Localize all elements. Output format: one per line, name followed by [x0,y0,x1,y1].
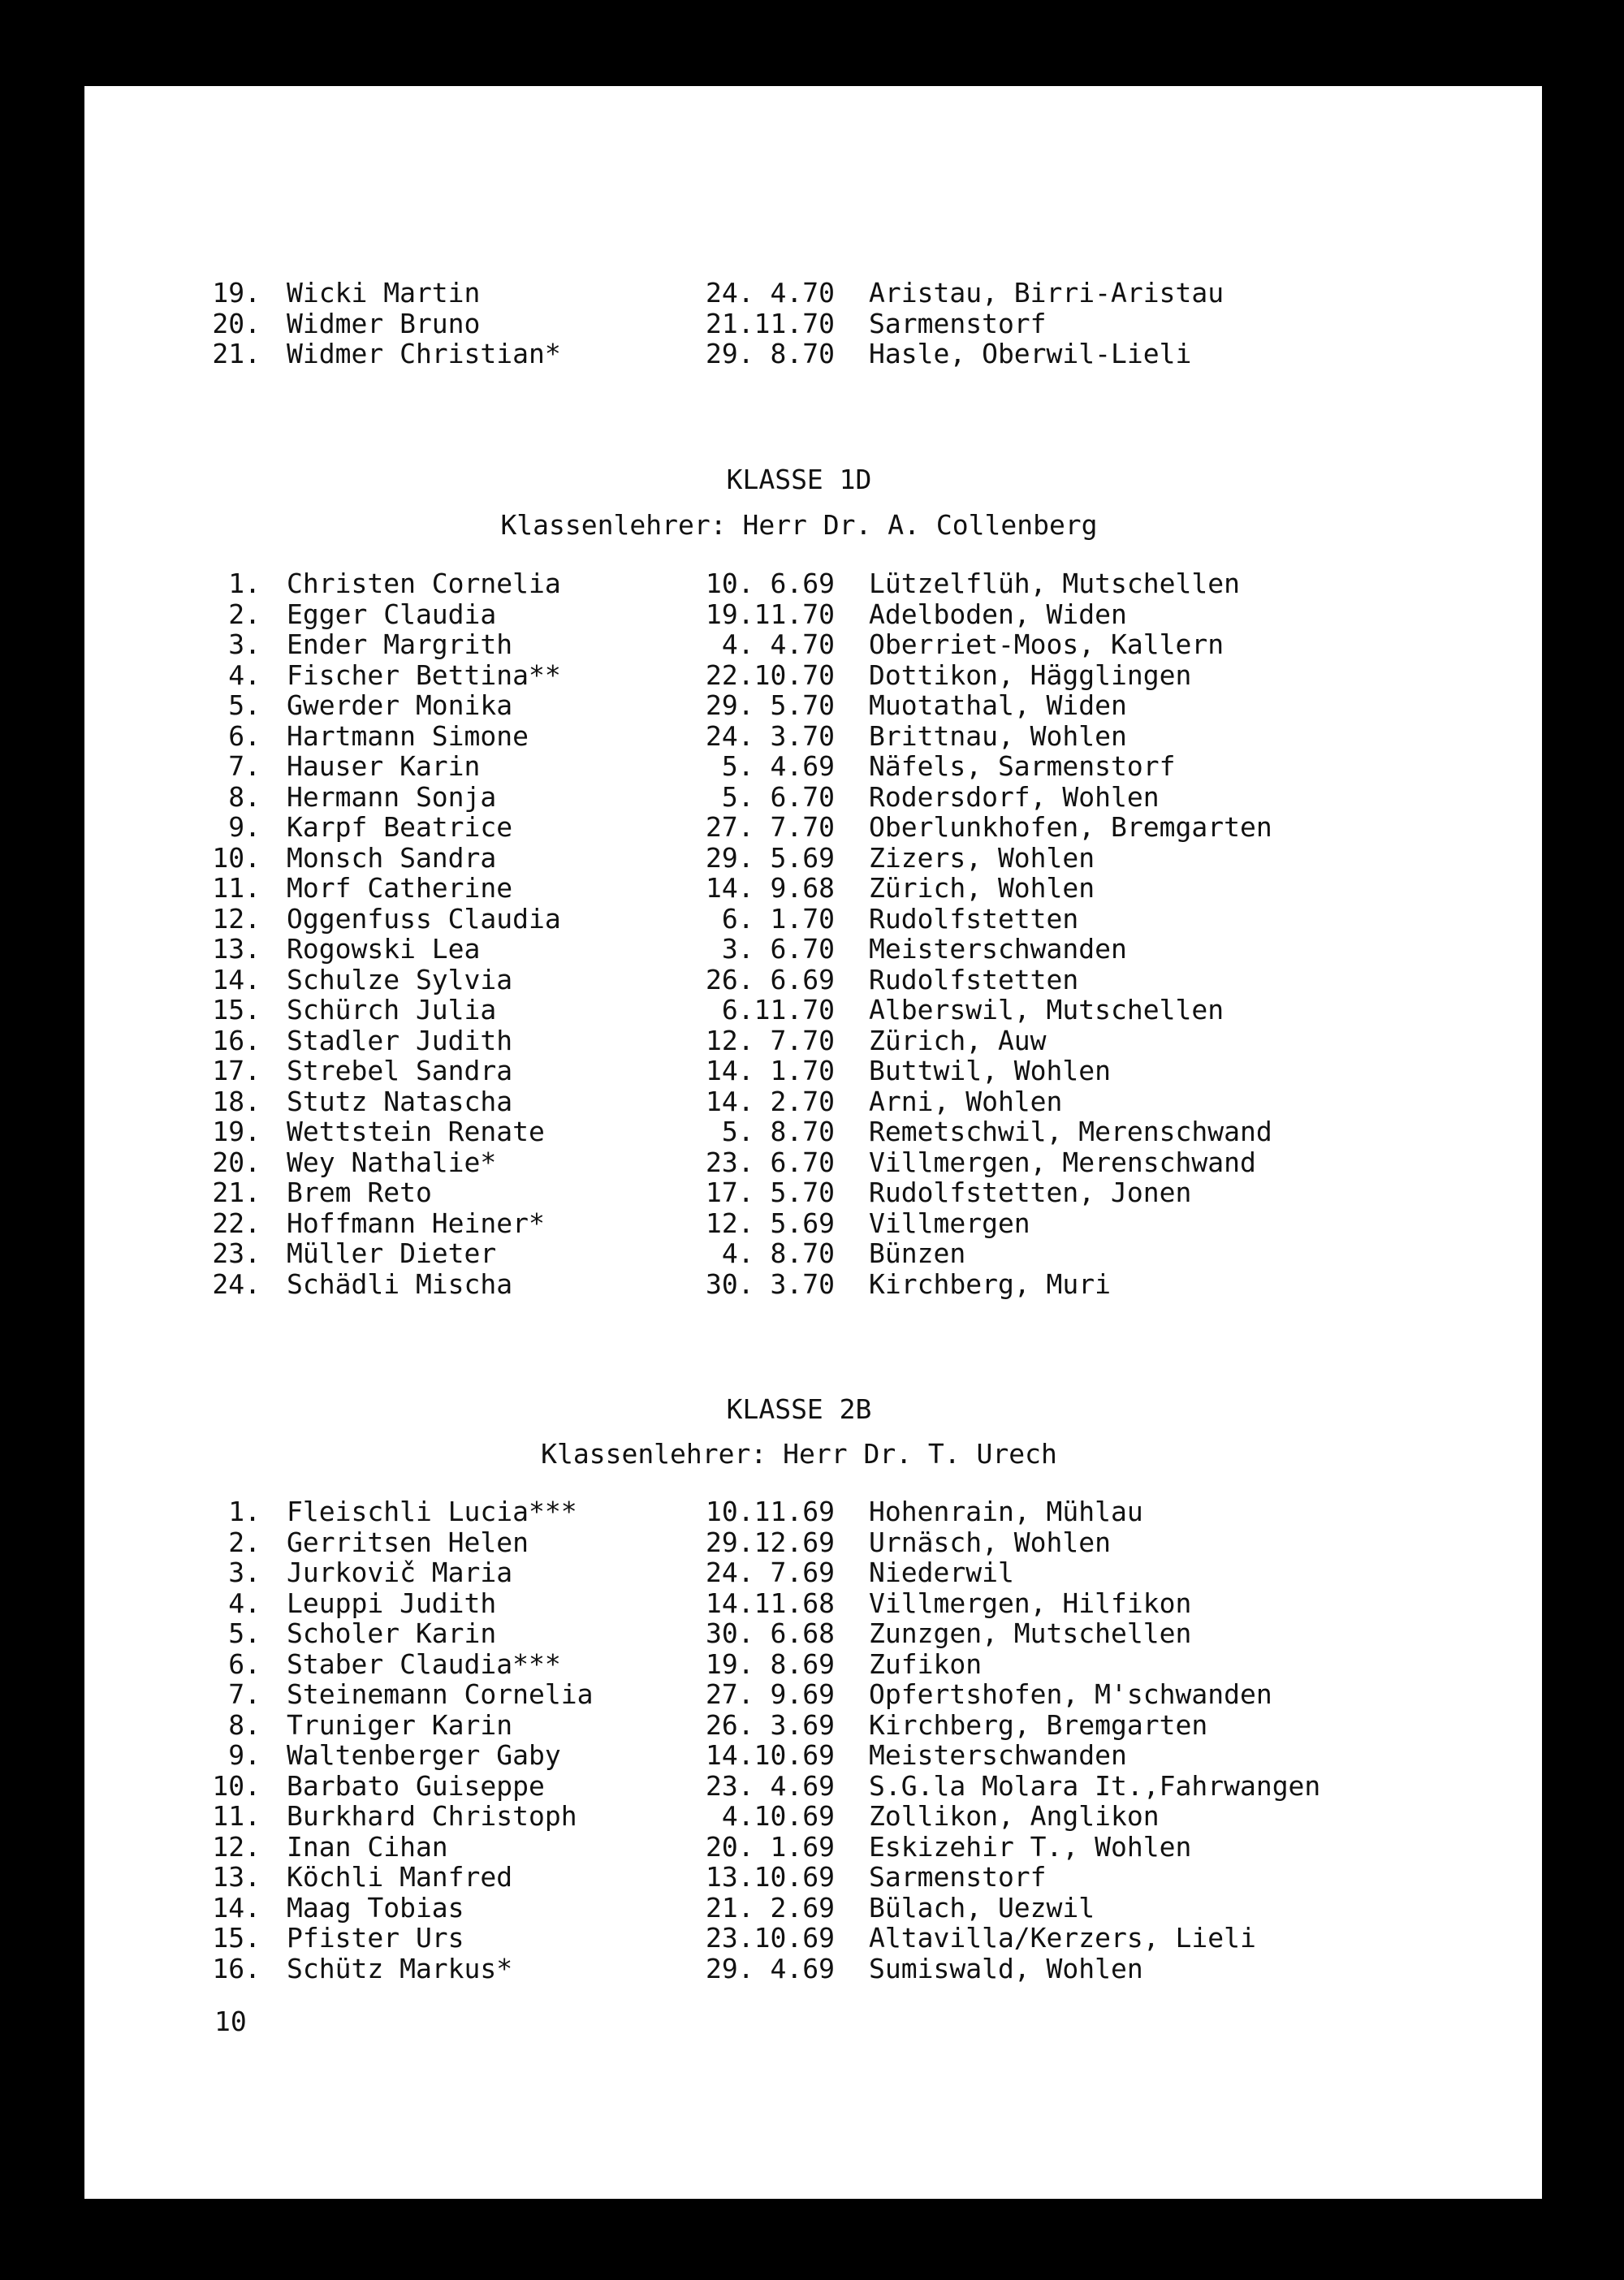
places: Brittnau, Wohlen [869,719,1127,752]
entry-number: 12. [212,1830,261,1863]
entry-number: 14. [212,963,261,995]
birth-date: 10.11.69 [706,1496,835,1527]
student-name: Müller Dieter [287,1237,497,1269]
places: Lützelflüh, Mutschellen [869,568,1240,599]
places: Bülach, Uezwil [869,1891,1095,1924]
birth-date: 29. 5.69 [706,841,835,874]
birth-date: 14. 1.70 [706,1055,835,1086]
student-name: Wey Nathalie* [287,1146,497,1178]
birth-date: 4.10.69 [721,1800,835,1832]
student-name: Köchli Manfred [287,1861,513,1893]
places: Hasle, Oberwil-Lieli [869,338,1192,369]
student-name: Pfister Urs [287,1922,464,1954]
entry-number: 8. [228,780,261,813]
entry-number: 7. [228,750,261,782]
entry-number: 21. [212,1177,261,1208]
birth-date: 6.11.70 [721,994,835,1026]
birth-date: 5. 4.69 [721,750,835,782]
student-name: Inan Cihan [287,1830,448,1863]
places: Villmergen, Merenschwand [869,1146,1256,1178]
places: Zizers, Wohlen [869,841,1095,874]
places: Urnäsch, Wohlen [869,1526,1112,1558]
places: Zürich, Auw [869,1024,1047,1056]
entry-number: 20. [212,307,261,339]
places: Hohenrain, Mühlau [869,1496,1143,1527]
entry-number: 11. [212,1800,261,1832]
birth-date: 19.11.70 [706,598,835,630]
birth-date: 27. 9.69 [706,1678,835,1710]
entry-number: 16. [212,1952,261,1984]
places: Rudolfstetten [869,963,1079,995]
entry-number: 8. [228,1708,261,1741]
student-name: Rogowski Lea [287,933,481,965]
birth-date: 23.10.69 [706,1922,835,1954]
entry-number: 13. [212,933,261,965]
class-1d-title: KLASSE 1D [726,464,872,495]
entry-number: 18. [212,1085,261,1117]
places: Bünzen [869,1237,966,1269]
student-name: Hartmann Simone [287,719,529,752]
places: Zunzgen, Mutschellen [869,1617,1192,1649]
birth-date: 20. 1.69 [706,1830,835,1863]
birth-date: 4. 4.70 [721,628,835,660]
birth-date: 29. 4.69 [706,1952,835,1984]
places: Sumiswald, Wohlen [869,1952,1143,1984]
places: Zufikon [869,1647,983,1680]
student-name: Burkhard Christoph [287,1800,577,1832]
places: Meisterschwanden [869,1739,1127,1771]
student-name: Karpf Beatrice [287,811,513,843]
student-name: Waltenberger Gaby [287,1739,561,1771]
entry-number: 6. [228,719,261,752]
student-name: Morf Catherine [287,872,513,904]
birth-date: 29. 8.70 [706,338,835,369]
places: Opfertshofen, M'schwanden [869,1678,1272,1710]
places: Dottikon, Hägglingen [869,659,1192,691]
class-2b-teacher: Klassenlehrer: Herr Dr. T. Urech [541,1438,1057,1470]
student-name: Fischer Bettina** [287,659,561,691]
entry-number: 12. [212,902,261,935]
entry-number: 9. [228,811,261,843]
student-name: Schädli Mischa [287,1267,513,1300]
birth-date: 10. 6.69 [706,568,835,599]
places: Zollikon, Anglikon [869,1800,1160,1832]
birth-date: 29.12.69 [706,1526,835,1558]
places: Villmergen [869,1207,1030,1239]
birth-date: 14. 2.70 [706,1085,835,1117]
birth-date: 29. 5.70 [706,689,835,721]
birth-date: 23. 4.69 [706,1769,835,1802]
student-name: Jurkovič Maria [287,1557,513,1588]
places: Sarmenstorf [869,1861,1047,1893]
places: Rudolfstetten [869,902,1079,935]
student-name: Widmer Bruno [287,307,481,339]
places: Zürich, Wohlen [869,872,1095,904]
birth-date: 26. 3.69 [706,1708,835,1741]
birth-date: 21. 2.69 [706,1891,835,1924]
birth-date: 14. 9.68 [706,872,835,904]
student-name: Strebel Sandra [287,1055,513,1086]
places: Rudolfstetten, Jonen [869,1177,1192,1208]
entry-number: 1. [228,568,261,599]
entry-number: 1. [228,1496,261,1527]
places: Alberswil, Mutschellen [869,994,1224,1026]
entry-number: 3. [228,1557,261,1588]
places: Oberriet-Moos, Kallern [869,628,1224,660]
entry-number: 6. [228,1647,261,1680]
entry-number: 15. [212,1922,261,1954]
birth-date: 17. 5.70 [706,1177,835,1208]
places: Meisterschwanden [869,933,1127,965]
entry-number: 7. [228,1678,261,1710]
student-name: Egger Claudia [287,598,497,630]
student-name: Widmer Christian* [287,338,561,369]
entry-number: 24. [212,1267,261,1300]
birth-date: 14.11.68 [706,1587,835,1619]
entry-number: 9. [228,1739,261,1771]
student-name: Oggenfuss Claudia [287,902,561,935]
student-name: Wicki Martin [287,277,481,309]
student-name: Stutz Natascha [287,1085,513,1117]
student-name: Schütz Markus* [287,1952,513,1984]
entry-number: 22. [212,1207,261,1239]
student-name: Gerritsen Helen [287,1526,529,1558]
student-name: Fleischli Lucia*** [287,1496,577,1527]
places: Buttwil, Wohlen [869,1055,1112,1086]
birth-date: 21.11.70 [706,307,835,339]
entry-number: 5. [228,1617,261,1649]
birth-date: 30. 6.68 [706,1617,835,1649]
places: Kirchberg, Muri [869,1267,1112,1300]
student-name: Barbato Guiseppe [287,1769,545,1802]
birth-date: 5. 6.70 [721,780,835,813]
entry-number: 10. [212,1769,261,1802]
student-name: Brem Reto [287,1177,432,1208]
entry-number: 17. [212,1055,261,1086]
entry-number: 2. [228,598,261,630]
birth-date: 22.10.70 [706,659,835,691]
places: Arni, Wohlen [869,1085,1063,1117]
entry-number: 11. [212,872,261,904]
places: Villmergen, Hilfikon [869,1587,1192,1619]
class-2b-title: KLASSE 2B [726,1393,872,1425]
birth-date: 23. 6.70 [706,1146,835,1178]
student-name: Ender Margrith [287,628,513,660]
places: Altavilla/Kerzers, Lieli [869,1922,1256,1954]
birth-date: 27. 7.70 [706,811,835,843]
places: Eskizehir T., Wohlen [869,1830,1192,1863]
student-name: Schulze Sylvia [287,963,513,995]
places: Adelboden, Widen [869,598,1127,630]
birth-date: 5. 8.70 [721,1116,835,1147]
places: Kirchberg, Bremgarten [869,1708,1208,1741]
entry-number: 21. [212,338,261,369]
birth-date: 12. 7.70 [706,1024,835,1056]
entry-number: 13. [212,1861,261,1893]
places: Näfels, Sarmenstorf [869,750,1176,782]
birth-date: 24. 7.69 [706,1557,835,1588]
places: Muotathal, Widen [869,689,1127,721]
entry-number: 10. [212,841,261,874]
places: Remetschwil, Merenschwand [869,1116,1272,1147]
entry-number: 19. [212,277,261,309]
birth-date: 30. 3.70 [706,1267,835,1300]
birth-date: 24. 3.70 [706,719,835,752]
entry-number: 4. [228,659,261,691]
student-name: Maag Tobias [287,1891,464,1924]
student-name: Wettstein Renate [287,1116,545,1147]
student-name: Truniger Karin [287,1708,513,1741]
birth-date: 14.10.69 [706,1739,835,1771]
student-name: Leuppi Judith [287,1587,497,1619]
page-number: 10 [214,2006,247,2037]
entry-number: 2. [228,1526,261,1558]
entry-number: 19. [212,1116,261,1147]
entry-number: 5. [228,689,261,721]
student-name: Hoffmann Heiner* [287,1207,545,1239]
birth-date: 6. 1.70 [721,902,835,935]
entry-number: 20. [212,1146,261,1178]
birth-date: 19. 8.69 [706,1647,835,1680]
birth-date: 26. 6.69 [706,963,835,995]
student-name: Staber Claudia*** [287,1647,561,1680]
entry-number: 23. [212,1237,261,1269]
entry-number: 4. [228,1587,261,1619]
places: Oberlunkhofen, Bremgarten [869,811,1272,843]
document-page [84,86,1542,2199]
student-name: Hermann Sonja [287,780,497,813]
entry-number: 16. [212,1024,261,1056]
entry-number: 3. [228,628,261,660]
student-name: Monsch Sandra [287,841,497,874]
student-name: Hauser Karin [287,750,481,782]
birth-date: 12. 5.69 [706,1207,835,1239]
places: Aristau, Birri-Aristau [869,277,1224,309]
student-name: Scholer Karin [287,1617,497,1649]
class-list-document [84,86,1542,2199]
birth-date: 24. 4.70 [706,277,835,309]
student-name: Stadler Judith [287,1024,513,1056]
birth-date: 13.10.69 [706,1861,835,1893]
birth-date: 4. 8.70 [721,1237,835,1269]
entry-number: 15. [212,994,261,1026]
student-name: Gwerder Monika [287,689,513,721]
class-1d-teacher: Klassenlehrer: Herr Dr. A. Collenberg [500,509,1098,541]
birth-date: 3. 6.70 [721,933,835,965]
places: Rodersdorf, Wohlen [869,780,1160,813]
student-name: Steinemann Cornelia [287,1678,594,1710]
student-name: Christen Cornelia [287,568,561,599]
places: Niederwil [869,1557,1014,1588]
places: Sarmenstorf [869,307,1047,339]
places: S.G.la Molara It.,Fahrwangen [869,1769,1321,1802]
student-name: Schürch Julia [287,994,497,1026]
entry-number: 14. [212,1891,261,1924]
